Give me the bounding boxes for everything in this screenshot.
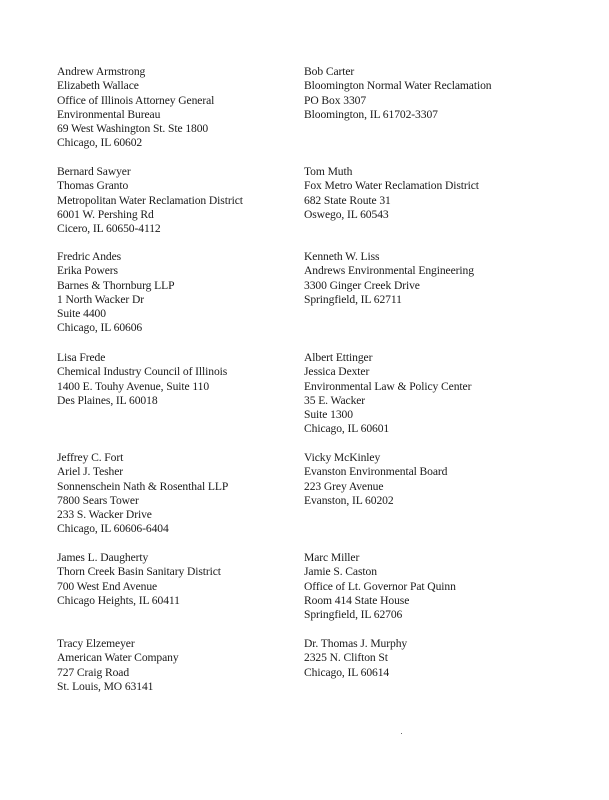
entry-line: Andrews Environmental Engineering — [304, 264, 474, 278]
entry-line: Thorn Creek Basin Sanitary District — [57, 565, 221, 579]
entry-line: Environmental Bureau — [57, 107, 161, 121]
entry-line: Tracy Elzemeyer — [57, 637, 135, 650]
entry-line: Jamie S. Caston — [304, 565, 377, 579]
entry-line: 3300 Ginger Creek Drive — [304, 278, 420, 292]
entry-line: Fox Metro Water Reclamation District — [304, 179, 479, 193]
entry-line: Jeffrey C. Fort — [57, 451, 124, 464]
entry-line: 682 State Route 31 — [304, 193, 391, 207]
entry-line: Suite 1300 — [304, 408, 353, 422]
entry-line: Suite 4400 — [57, 307, 106, 321]
entry-line: Sonnenschein Nath & Rosenthal LLP — [57, 479, 229, 493]
entry-line: Room 414 State House — [304, 593, 410, 607]
entry-line: 1400 E. Touhy Avenue, Suite 110 — [57, 379, 210, 393]
entry-line: Kenneth W. Liss — [304, 250, 380, 263]
address-block-liss — [304, 250, 474, 307]
entry-line: 233 S. Wacker Drive — [57, 508, 152, 522]
entry-line: Dr. Thomas J. Murphy — [304, 637, 408, 650]
address-block-elzemeyer — [57, 637, 179, 694]
entry-line: 700 West End Avenue — [57, 579, 158, 593]
entry-line: 7800 Sears Tower — [57, 493, 139, 507]
address-block-daugherty — [57, 551, 221, 608]
entry-line: Chemical Industry Council of Illinois — [57, 365, 228, 379]
address-block-miller — [304, 551, 456, 622]
entry-line: 727 Craig Road — [57, 665, 130, 679]
entry-line: Metropolitan Water Reclamation District — [57, 193, 243, 207]
entry-line: Bob Carter — [304, 65, 355, 78]
entry-line: Lisa Frede — [57, 351, 106, 364]
address-block-ettinger — [304, 351, 471, 437]
entry-line: Des Plaines, IL 60018 — [57, 393, 158, 407]
entry-line: Chicago, IL 60614 — [304, 665, 390, 679]
address-block-sawyer — [57, 165, 243, 236]
entry-line: Ariel J. Tesher — [57, 465, 124, 479]
address-block-murphy — [304, 637, 407, 680]
entry-line: James L. Daugherty — [57, 551, 149, 564]
entry-line: 35 E. Wacker — [304, 393, 366, 407]
entry-line: Bernard Sawyer — [57, 165, 131, 178]
entry-line: Cicero, IL 60650-4112 — [57, 222, 161, 236]
entry-line: Fredric Andes — [57, 250, 122, 263]
entry-line: Barnes & Thornburg LLP — [57, 278, 175, 292]
address-block-frede — [57, 351, 227, 408]
entry-line: Environmental Law & Policy Center — [304, 379, 472, 393]
entry-line: Springfield, IL 62711 — [304, 292, 402, 306]
entry-line: 223 Grey Avenue — [304, 479, 384, 493]
entry-line: Chicago, IL 60606 — [57, 321, 143, 335]
entry-line: Chicago Heights, IL 60411 — [57, 593, 180, 607]
entry-line: 2325 N. Clifton St — [304, 651, 388, 665]
entry-line: Vicky McKinley — [304, 451, 381, 464]
address-block-andes — [57, 250, 175, 336]
entry-line: Bloomington Normal Water Reclamation — [304, 79, 492, 93]
entry-line: Tom Muth — [304, 165, 353, 178]
address-block-muth — [304, 165, 479, 222]
address-block-mckinley — [304, 451, 447, 508]
address-block-fort — [57, 451, 228, 537]
entry-line: Erika Powers — [57, 264, 118, 278]
entry-line: Evanston Environmental Board — [304, 465, 448, 479]
entry-line: Bloomington, IL 61702-3307 — [304, 107, 438, 121]
entry-line: Evanston, IL 60202 — [304, 493, 394, 507]
entry-line: 69 West Washington St. Ste 1800 — [57, 122, 209, 136]
entry-line: St. Louis, MO 63141 — [57, 679, 154, 693]
entry-line: Albert Ettinger — [304, 351, 373, 364]
entry-line: Marc Miller — [304, 551, 360, 564]
entry-line: PO Box 3307 — [304, 93, 367, 107]
scan-speck — [401, 733, 402, 734]
address-block-armstrong — [57, 65, 214, 151]
entry-line: 1 North Wacker Dr — [57, 292, 144, 306]
entry-line: Chicago, IL 60601 — [304, 422, 390, 436]
address-block-carter — [304, 65, 491, 122]
entry-line: Thomas Granto — [57, 179, 129, 193]
entry-line: Office of Illinois Attorney General — [57, 93, 215, 107]
entry-line: 6001 W. Pershing Rd — [57, 207, 154, 221]
entry-line: Chicago, IL 60606-6404 — [57, 522, 169, 536]
entry-line: Jessica Dexter — [304, 365, 370, 379]
entry-line: American Water Company — [57, 651, 179, 665]
entry-line: Springfield, IL 62706 — [304, 608, 403, 622]
entry-line: Office of Lt. Governor Pat Quinn — [304, 579, 456, 593]
entry-line: Oswego, IL 60543 — [304, 207, 389, 221]
entry-line: Andrew Armstrong — [57, 65, 146, 78]
entry-line: Chicago, IL 60602 — [57, 136, 143, 150]
entry-line: Elizabeth Wallace — [57, 79, 139, 93]
